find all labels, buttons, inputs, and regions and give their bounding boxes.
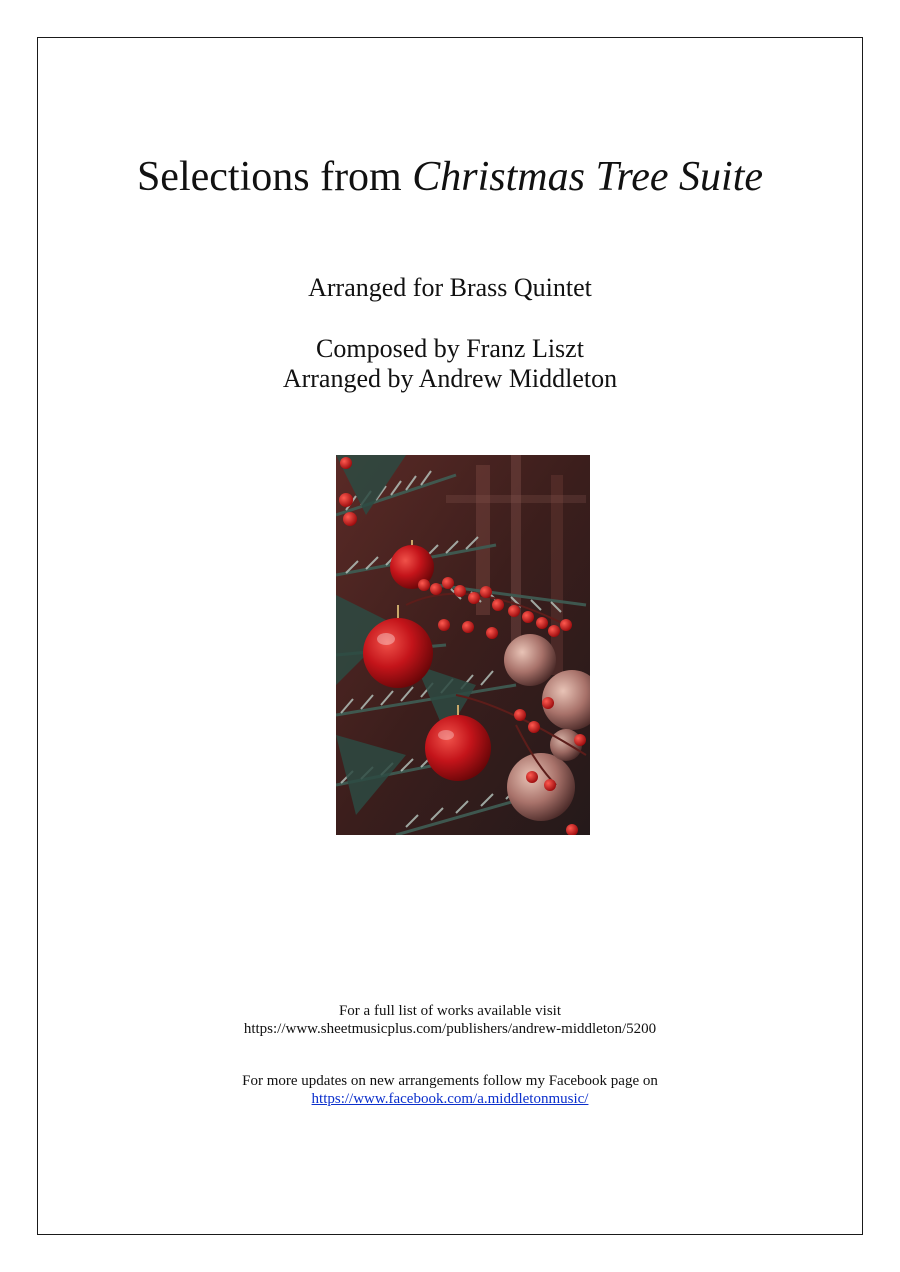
works-info: [0, 1002, 900, 1038]
christmas-tree-ornaments-photo-icon: [336, 455, 590, 835]
updates-info: [0, 1072, 900, 1108]
composer-credit: Composed by Franz Liszt: [316, 334, 584, 363]
cover-photo: [336, 455, 590, 835]
facebook-link[interactable]: https://www.facebook.com/a.middletonmusic/: [311, 1091, 589, 1107]
title-work: Christmas Tree Suite: [412, 154, 764, 200]
works-text: For a full list of works available visit: [338, 1003, 562, 1019]
title-prefix: Selections from: [136, 154, 413, 200]
works-url[interactable]: https://www.sheetmusicplus.com/publishers/andrew-middleton/5200: [243, 1021, 657, 1037]
subtitle: Arranged for Brass Quintet: [308, 273, 592, 302]
credits: [0, 334, 900, 394]
page-title: [0, 150, 900, 204]
updates-text: For more updates on new arrangements follow my Facebook page on: [242, 1073, 658, 1089]
arranger-credit: Arranged by Andrew Middleton: [282, 364, 618, 393]
